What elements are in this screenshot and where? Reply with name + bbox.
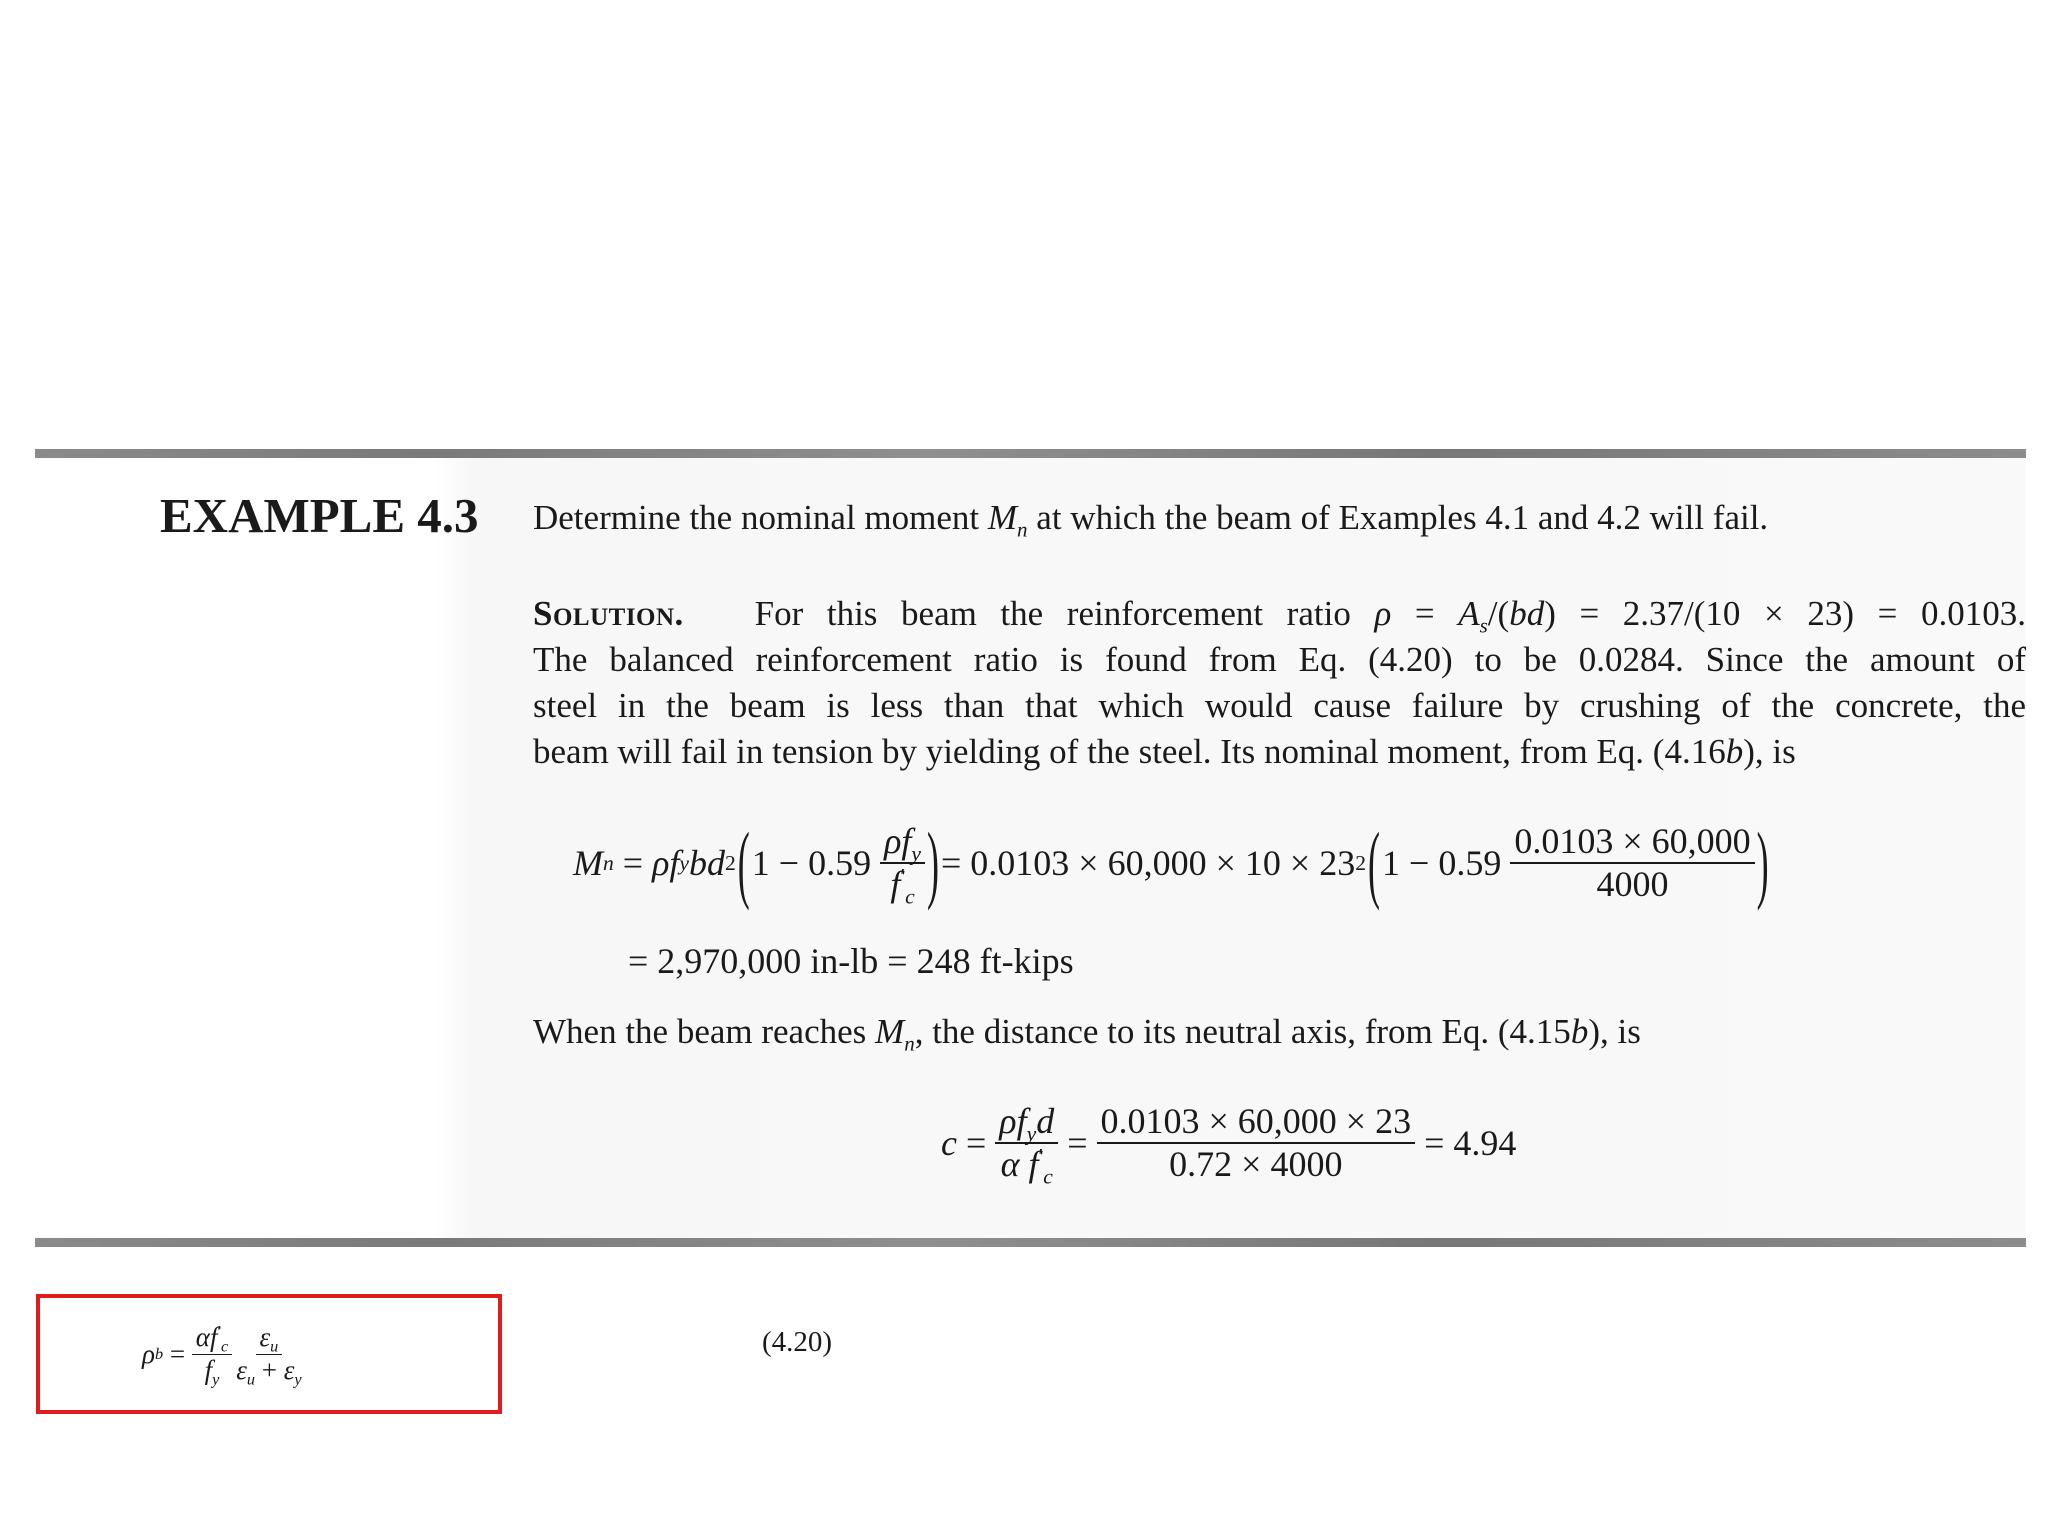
prime: ′ (217, 1322, 222, 1341)
y-sub: y (294, 1370, 302, 1389)
fraction-denominator (232, 1354, 305, 1389)
s-sub: s (1479, 613, 1488, 638)
fraction-numerator (995, 1101, 1058, 1144)
f-symbol: f (204, 1354, 213, 1385)
when-text: When the beam reaches (533, 1012, 876, 1051)
u-sub: u (270, 1338, 279, 1357)
close-paren: ) (1756, 815, 1769, 911)
solution-line-2: The balanced reinforcement ratio is found from Eq. (4.20) to be 0.0284. Since the amount of (533, 640, 2026, 679)
top-rule (35, 449, 2026, 458)
example-statement (533, 498, 1769, 542)
y-sub: y (212, 1370, 220, 1389)
bd-symbol: bd (1509, 594, 1545, 633)
A-symbol: A (1458, 594, 1480, 633)
fraction-denominator: 4000 (1596, 864, 1669, 904)
equals: = (1391, 594, 1459, 633)
statement-M: M (987, 498, 1018, 537)
f-symbol: f (209, 1322, 218, 1353)
example-label: EXAMPLE 4.3 (160, 488, 479, 543)
solution-paragraph (533, 591, 2026, 775)
f-symbol: f (901, 820, 912, 861)
fraction-numerator (192, 1322, 232, 1357)
solution-text-end: ), is (1743, 732, 1796, 771)
u-sub: u (246, 1370, 255, 1389)
equation-number: (4.20) (762, 1326, 833, 1358)
when-text-end: ), is (1588, 1012, 1641, 1051)
one-minus: 1 − 0.59 (1382, 843, 1502, 883)
f-symbol: f (1016, 1100, 1027, 1141)
n-sub: n (603, 851, 614, 875)
prime: ′ (1038, 1144, 1044, 1169)
c-symbol: c (941, 1123, 957, 1163)
c-sub: c (905, 884, 915, 909)
bottom-rule (35, 1238, 2026, 1247)
fraction-alpha-fc-fy (192, 1322, 232, 1389)
fraction-numerator (256, 1322, 283, 1357)
solution-line-1 (533, 591, 2026, 637)
neutral-axis-equation (941, 1088, 1516, 1198)
f-symbol: f (1028, 1144, 1039, 1184)
prime: ′ (900, 864, 906, 889)
epsilon-symbol: ε (236, 1354, 247, 1385)
solution-text: beam will fail in tension by yielding of the steel. Its nominal moment, from Eq. (4.16 (533, 732, 1726, 771)
statement-text: Determine the nominal moment (533, 498, 988, 537)
fraction-numeric (1097, 1101, 1416, 1186)
statement-text-end: at which the beam of Examples 4.1 and 4.2 will fail. (1027, 498, 1769, 537)
n-sub: n (904, 1031, 915, 1056)
balanced-ratio-equation (142, 1298, 306, 1410)
open-paren: ( (1368, 815, 1381, 911)
M-symbol: M (573, 843, 603, 883)
fraction-denominator (997, 1144, 1057, 1189)
fraction-denominator (201, 1354, 224, 1389)
rho-symbol: ρ (142, 1338, 155, 1369)
rho-symbol: ρ (652, 843, 670, 883)
moment-equation: M n = ρ f y bd 2 ( 1 − 0.59 $\frac{\rho f_y}{f'_c}$ ) = 0.0103 × 60,000 × 10 × 23 2 ( 1 − 0.59 $\frac{0.0103 \times 60,000}{4000}$ ) (573, 808, 1771, 918)
equals: = (613, 843, 653, 883)
c-sub: c (1043, 1164, 1053, 1189)
epsilon-symbol: ε (259, 1322, 271, 1353)
one-minus: 1 − 0.59 (751, 843, 872, 883)
solution-text: For this beam the reinforcement ratio (754, 594, 1375, 633)
eq-b: b (1725, 732, 1744, 771)
alpha-symbol: α (195, 1322, 210, 1353)
epsilon-symbol: ε (283, 1354, 295, 1385)
y-sub: y (1026, 1121, 1037, 1146)
y-sub: y (911, 841, 921, 866)
c-result: = 4.94 (1424, 1123, 1517, 1163)
y-sub: y (679, 851, 689, 875)
ratio-value: ) = 2.37/(10 × 23) = 0.0103. (1544, 594, 2026, 633)
eq-b: b (1570, 1012, 1589, 1051)
f-symbol: f (890, 864, 901, 904)
rho-symbol: ρ (1374, 594, 1392, 633)
when-text-mid: , the distance to its neutral axis, from Eq. (4.15 (914, 1012, 1571, 1051)
equals: = (1058, 1123, 1097, 1163)
close-paren: ) (927, 815, 939, 911)
fraction-rho-fy-d (995, 1100, 1058, 1189)
moment-result: = 2,970,000 in-lb = 248 ft-kips (628, 941, 1074, 981)
b-sub: b (154, 1345, 164, 1363)
bd-symbol: bd (689, 843, 725, 883)
fraction-denominator: 0.72 × 4000 (1169, 1144, 1343, 1184)
fraction-numerator: 0.0103 × 60,000 (1510, 821, 1754, 864)
statement-n: n (1017, 517, 1028, 542)
c-sub: c (221, 1338, 229, 1357)
fraction-denominator (886, 864, 918, 909)
fraction-rho-fy-fc (880, 820, 925, 909)
solution-label: Solution. (533, 594, 684, 633)
fraction-strain (232, 1322, 305, 1389)
M-symbol: M (875, 1012, 905, 1051)
equals: = (956, 1123, 996, 1163)
fraction-numerator (880, 821, 925, 864)
slash: /( (1487, 594, 1510, 633)
equals: = (163, 1338, 192, 1369)
when-line (533, 1012, 1641, 1056)
fraction-numerator: 0.0103 × 60,000 × 23 (1097, 1101, 1416, 1144)
moment-substitution: = 0.0103 × 60,000 × 10 × 23 (941, 843, 1356, 883)
solution-line-3: steel in the beam is less than that which would cause failure by crushing of the concrete, the (533, 686, 2026, 725)
d-symbol: d (1036, 1100, 1055, 1141)
fraction-numeric (1510, 821, 1754, 906)
open-paren: ( (737, 815, 750, 911)
rho-symbol: ρ (999, 1100, 1017, 1141)
f-symbol: f (669, 843, 680, 883)
alpha-symbol: α (1000, 1144, 1020, 1184)
plus: + (254, 1354, 284, 1385)
solution-line-4 (533, 729, 2026, 775)
rho-symbol: ρ (884, 820, 902, 861)
